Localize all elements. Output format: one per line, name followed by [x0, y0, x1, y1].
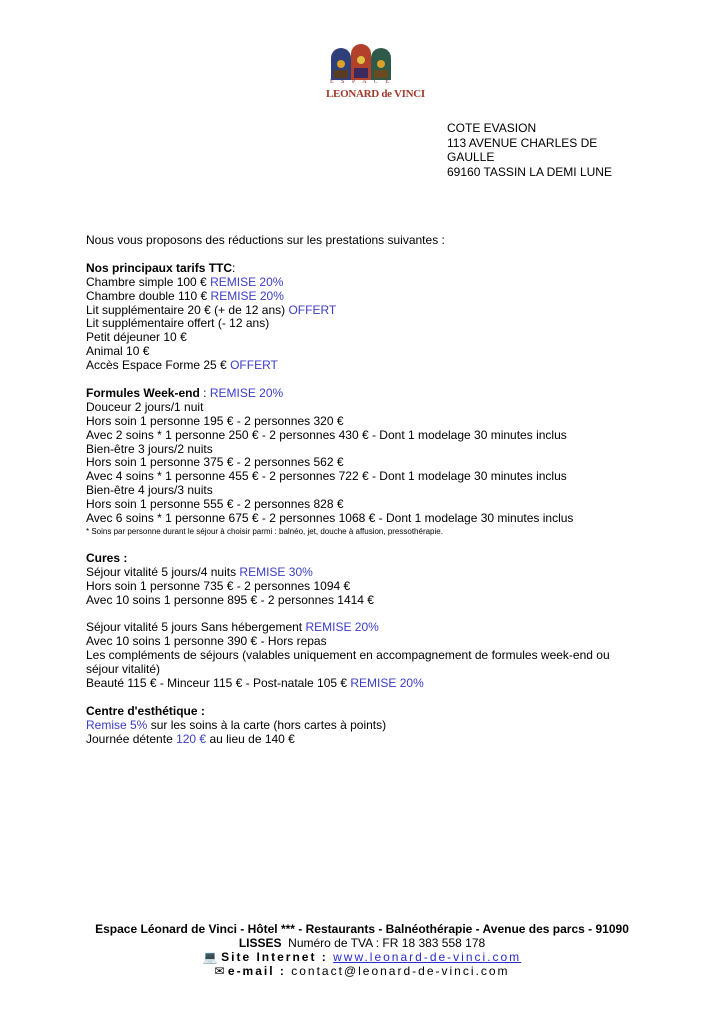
weekend-line: Avec 6 soins * 1 personne 675 € - 2 personnes 1068 € - Dont 1 modelage 30 minutes inclus	[86, 511, 574, 526]
weekend-line: Avec 4 soins * 1 personne 455 € - 2 personnes 722 € - Dont 1 modelage 30 minutes inclus	[86, 469, 567, 484]
weekend-line: Hors soin 1 personne 195 € - 2 personnes 320 €	[86, 413, 344, 428]
recipient-address	[447, 121, 647, 179]
cures-line: Hors soin 1 personne 735 € - 2 personnes 1094 €	[86, 578, 351, 593]
computer-icon: 💻	[202, 950, 218, 964]
address-line: 113 AVENUE CHARLES DE GAULLE	[447, 135, 598, 164]
tarif-item: Lit supplémentaire offert (- 12 ans)	[86, 316, 270, 331]
weekend-heading: Formules Week-end : REMISE 20%	[86, 385, 284, 400]
cures-line: Avec 10 soins 1 personne 895 € - 2 personnes 1414 €	[86, 592, 374, 607]
weekend-line: Bien-être 3 jours/2 nuits	[86, 441, 213, 456]
footer-city-line: LISSES Numéro de TVA : FR 18 383 558 178	[238, 936, 486, 950]
esthetique-line: Remise 5% sur les soins à la carte (hors cartes à points)	[86, 717, 387, 732]
weekend-line: Bien-être 4 jours/3 nuits	[86, 483, 213, 498]
footer-company-line: Espace Léonard de Vinci - Hôtel *** - Restaurants - Balnéothérapie - Avenue des parcs - 91090	[95, 922, 629, 936]
footer-site-line: 💻 Site Internet : www.leonard-de-vinci.com	[202, 950, 522, 964]
email-address[interactable]: contact@leonard-de-vinci.com	[291, 964, 510, 978]
tarif-item: Lit supplémentaire 20 € (+ de 12 ans) OFFERT	[86, 302, 337, 317]
tarif-item: Accès Espace Forme 25 € OFFERT	[86, 358, 278, 373]
company-logo	[326, 44, 425, 106]
weekend-line: Douceur 2 jours/1 nuit	[86, 399, 204, 414]
tarif-item: Animal 10 €	[86, 344, 150, 359]
esthetique-heading: Centre d'esthétique :	[86, 703, 205, 718]
address-line: 69160 TASSIN LA DEMI LUNE	[447, 164, 612, 179]
cures-line: Les compléments de séjours (valables uniquement en accompagnement de formules week-end ou séjour vitalité)	[86, 648, 610, 677]
footer-email-line: ✉ e-mail : contact@leonard-de-vinci.com	[214, 964, 510, 978]
weekend-line: Avec 2 soins * 1 personne 250 € - 2 personnes 430 € - Dont 1 modelage 30 minutes inclus	[86, 427, 567, 442]
logo-line1: E S P A C E	[330, 79, 392, 85]
cures-line: Séjour vitalité 5 jours/4 nuits REMISE 30%	[86, 564, 313, 579]
tarif-item: Chambre double 110 € REMISE 20%	[86, 288, 284, 303]
weekend-note: * Soins par personne durant le séjour à choisir parmi : balnéo, jet, douche à affusion, pressothérapie.	[86, 527, 443, 536]
footer	[60, 922, 664, 978]
mail-icon: ✉	[214, 964, 225, 978]
logo-line2: LEONARD de VINCI	[326, 88, 425, 100]
cures-line: Avec 10 soins 1 personne 390 € - Hors repas	[86, 634, 327, 649]
tarif-item: Petit déjeuner 10 €	[86, 330, 187, 345]
logo-arches-icon	[328, 44, 394, 80]
cures-line: Beauté 115 € - Minceur 115 € - Post-natale 105 € REMISE 20%	[86, 676, 424, 691]
esthetique-line: Journée détente 120 € au lieu de 140 €	[86, 731, 295, 746]
intro-text: Nous vous proposons des réductions sur les prestations suivantes :	[86, 233, 445, 247]
tarifs-heading: Nos principaux tarifs TTC:	[86, 260, 236, 275]
tarif-item: Chambre simple 100 € REMISE 20%	[86, 274, 284, 289]
cures-line: Séjour vitalité 5 jours Sans hébergement REMISE 20%	[86, 620, 379, 635]
weekend-line: Hors soin 1 personne 375 € - 2 personnes 562 €	[86, 455, 344, 470]
address-line: COTE EVASION	[447, 121, 537, 135]
website-link[interactable]: www.leonard-de-vinci.com	[333, 950, 522, 964]
cures-heading: Cures :	[86, 550, 128, 565]
weekend-line: Hors soin 1 personne 555 € - 2 personnes 828 €	[86, 497, 344, 512]
offer-body	[86, 234, 646, 747]
